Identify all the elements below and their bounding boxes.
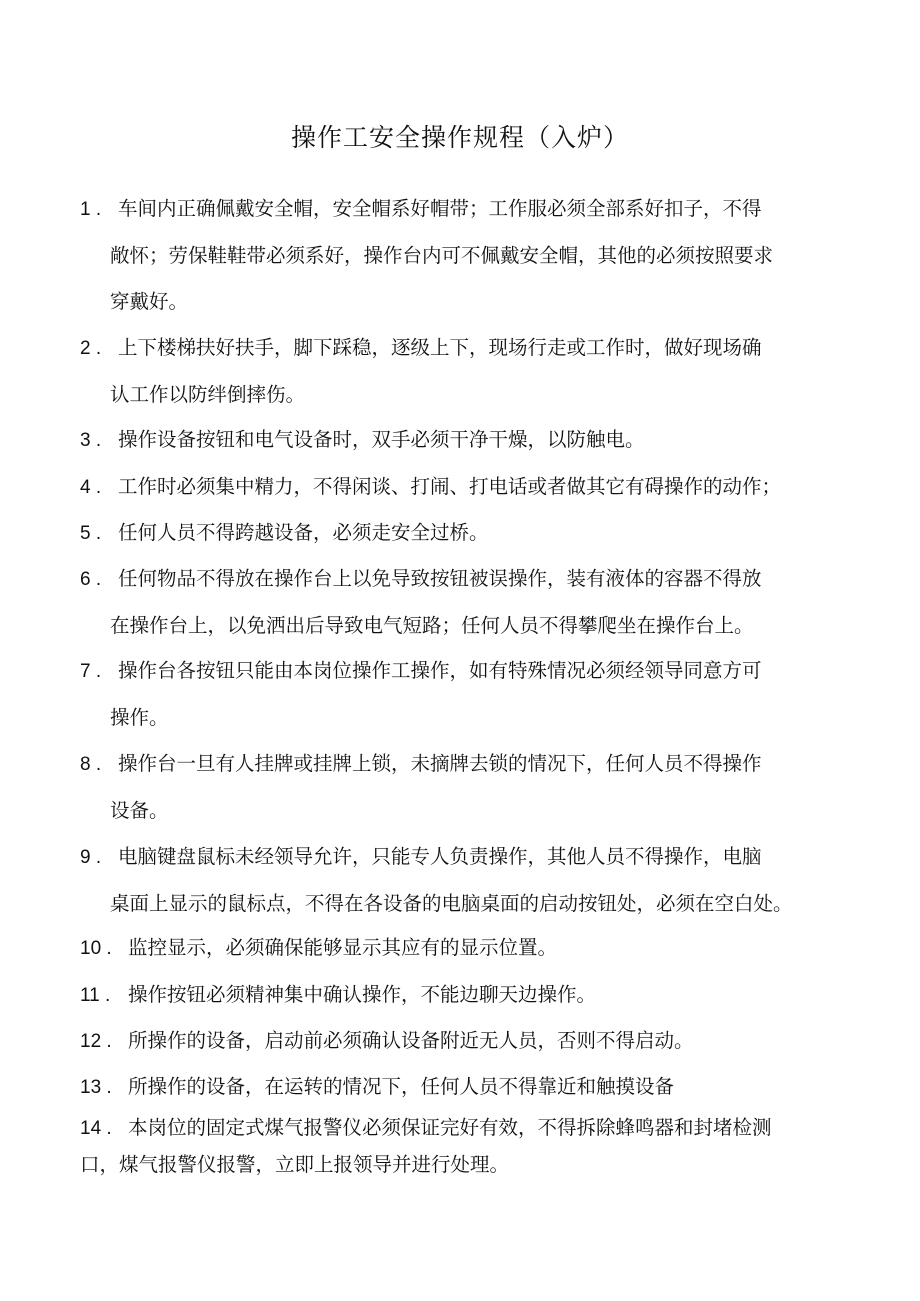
rule-text: 操作设备按钮和电气设备时，双手必须干净干燥，以防触电。 (118, 428, 645, 451)
rule-item-14 (80, 1110, 840, 1183)
rule-number: 5 . (80, 523, 102, 544)
rule-text: 任何人员不得跨越设备，必须走安全过桥。 (118, 521, 489, 544)
rule-text: 所操作的设备，在运转的情况下，任何人员不得靠近和触摸设备 (128, 1075, 675, 1098)
rule-text: 敞怀；劳保鞋鞋带必须系好，操作台内可不佩戴安全帽，其他的必须按照要求 (110, 244, 774, 267)
rule-text: 认工作以防绊倒摔伤。 (110, 383, 306, 406)
rule-text: 监控显示，必须确保能够显示其应有的显示位置。 (128, 936, 558, 959)
rule-text: 设备。 (110, 799, 169, 822)
rule-number: 12 . (80, 1031, 112, 1052)
rule-item-1 (80, 186, 840, 325)
rule-number: 3 . (80, 430, 102, 451)
rule-number: 10 . (80, 938, 112, 959)
rule-text: 操作按钮必须精神集中确认操作，不能边聊天边操作。 (128, 983, 597, 1006)
rule-text: 本岗位的固定式煤气报警仪必须保证完好有效，不得拆除蜂鸣器和封堵检测 (128, 1116, 772, 1139)
rule-text: 电脑键盘鼠标未经领导允许，只能专人负责操作，其他人员不得操作，电脑 (118, 845, 762, 868)
rule-text: 所操作的设备，启动前必须确认设备附近无人员，否则不得启动。 (128, 1029, 694, 1052)
rule-text: 工作时必须集中精力，不得闲谈、打闹、打电话或者做其它有碍操作的动作； (118, 475, 782, 498)
rule-number: 1 . (80, 199, 102, 220)
rule-text: 在操作台上，以免洒出后导致电气短路；任何人员不得攀爬坐在操作台上。 (110, 614, 754, 637)
rule-text: 上下楼梯扶好扶手，脚下踩稳，逐级上下，现场行走或工作时，做好现场确 (118, 336, 762, 359)
rule-item-11 (80, 972, 840, 1019)
rule-item-13 (80, 1064, 840, 1111)
rule-text: 桌面上显示的鼠标点，不得在各设备的电脑桌面的启动按钮处，必须在空白处。 (110, 892, 793, 915)
rule-text: 穿戴好。 (110, 290, 189, 313)
rule-number: 9 . (80, 847, 102, 868)
rule-number: 4 . (80, 477, 102, 498)
rule-item-3 (80, 417, 840, 464)
rule-text: 口，煤气报警仪报警，立即上报领导并进行处理。 (80, 1153, 510, 1176)
rule-item-2 (80, 325, 840, 418)
rule-number: 14 . (80, 1118, 112, 1139)
rule-item-4 (80, 464, 840, 511)
rule-item-6 (80, 556, 840, 649)
rule-text: 任何物品不得放在操作台上以免导致按钮被误操作，装有液体的容器不得放 (118, 567, 762, 590)
rule-number: 13 . (80, 1077, 112, 1098)
rule-number: 2 . (80, 338, 102, 359)
rule-item-8 (80, 741, 840, 834)
rule-item-7 (80, 648, 840, 741)
rule-text: 操作。 (110, 706, 169, 729)
rule-number: 7 . (80, 661, 102, 682)
document-title: 操作工安全操作规程（入炉） (290, 123, 629, 152)
rule-item-9 (80, 834, 840, 927)
rule-number: 11 . (80, 985, 111, 1006)
rule-item-12 (80, 1018, 840, 1065)
rule-item-5 (80, 510, 840, 557)
rule-text: 车间内正确佩戴安全帽，安全帽系好帽带；工作服必须全部系好扣子，不得 (118, 197, 762, 220)
rule-text: 操作台一旦有人挂牌或挂牌上锁，未摘牌去锁的情况下，任何人员不得操作 (118, 752, 762, 775)
rule-number: 6 . (80, 569, 102, 590)
rule-item-10 (80, 925, 840, 972)
rule-number: 8 . (80, 754, 102, 775)
rule-text: 操作台各按钮只能由本岗位操作工操作，如有特殊情况必须经领导同意方可 (118, 659, 762, 682)
